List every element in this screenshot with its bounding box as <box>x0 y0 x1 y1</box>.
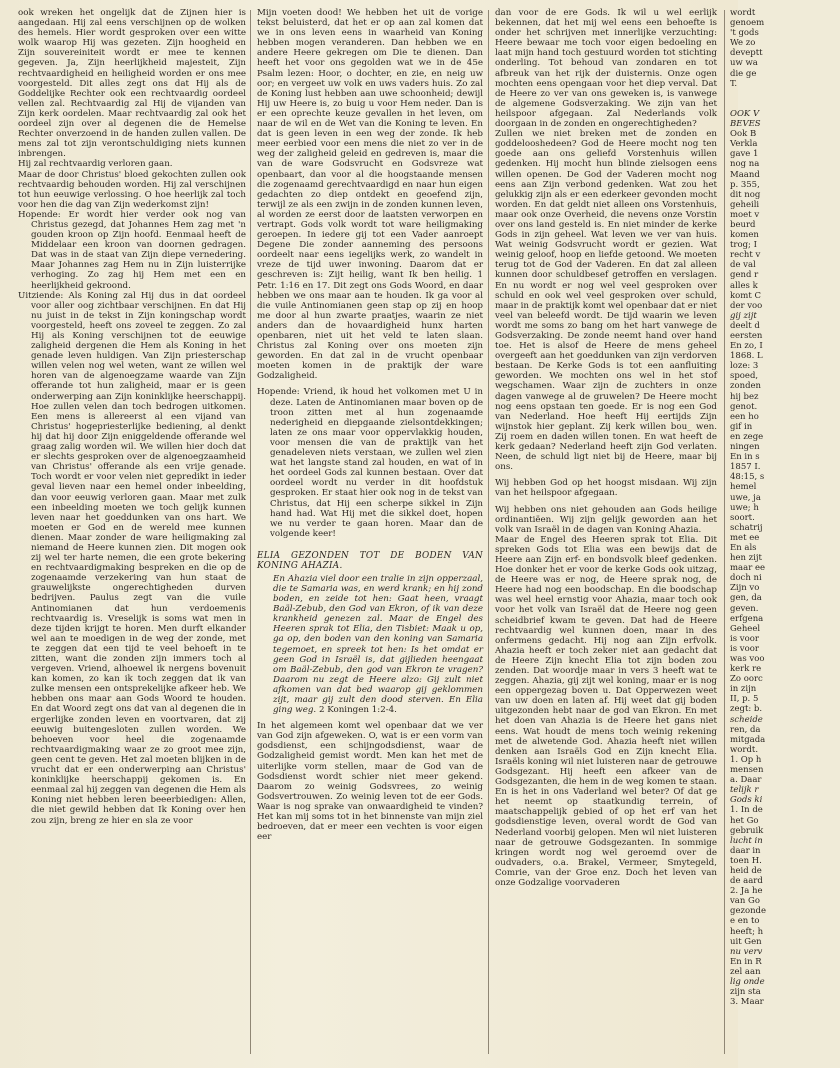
paragraph: ook wreken het ongelijk dat de Zijnen hier is aangedaan. Hij zal eens verschijnen op de wolken des hemels. Hier wordt gesproken over een witte wolk waarop Hij was gezeten. Zijn hoogheid en Zijn souvereiniteit wordt er mee te kennen gegeven. Ja, Zijn heerlijkheid majesteit, Zijn rechtvaardigheid en heiligheid worden er ons mee voorgesteld. Dit alles zegt ons dat Hij als de Goddelijke Rechter ook een rechtvaardig oordeel vellen zal. Rechtvaardig zal Hij de vijanden van Zijn kerk oordelen. Maar rechtvaardig zal ook het oordeel zijn over al degenen die de Hemelse Rechter onverzoend in de handen zullen vallen. De mens zal tot zijn verontschuldiging niets kunnen inbrengen. <box>18 8 246 160</box>
edge-line: gezonde <box>730 906 767 917</box>
edge-line: zegt: b. <box>730 704 763 715</box>
paragraph: Wij hebben God op het hoogst misdaan. Wij zijn van het heilspoor afgegaan. <box>495 478 717 499</box>
edge-line: eersten <box>730 331 763 341</box>
edge-line: 1857 I. <box>730 462 761 473</box>
edge-line: Ook B <box>730 129 757 140</box>
scripture-quote-text: En Ahazia viel door een tralie in zijn opperzaal, die te Samaria was, en werd krank; en hij zond boden, en zeide tot hen: Gaat heen, vraagt Baäl-Zebub, den God van Ekron, of ik van deze krankheid genezen zal. Maar de Engel des Heeren sprak tot Elia, den Tisbiet: Maak u op, ga op, den boden van den koning van Samaria tegemoet, en spreek tot hen: Is het omdat er geen God in Israël is, dat gijlieden heengaat om Baäl-Zebub, den god van Ekron te vragen? Daarom nu zegt de Heere alzo: Gij zult niet afkomen van dat bed waarop gij geklommen zijt, maar gij zult den dood sterven. En Elia ging weg. <box>273 573 483 716</box>
text-column-4-partial <box>730 8 840 1056</box>
article-heading: ELIA GEZONDEN TOT DE BODEN VAN KONING AHAZIA. <box>257 550 483 571</box>
dialogue-paragraph-hopende: Hopende: Vriend, ik houd het volkomen met U in deze. Laten de Antinomianen maar boven op de troon zitten met al hun zogenaamde nederigheid en diepgaande zielsontdekkingen; laten ze ons maar voor oppervlakkig houden, voor mensen die van de praktijk van het genadeleven niets verstaan, we zullen wel zien wat het langste stand zal houden, en wat of in het oordeel Gods zal kunnen bestaan. Over dat oordeel wordt nu verder in dit hoofdstuk gesproken. Er staat hier ook nog in de tekst van Christus, dat Hij een scherpe sikkel in Zijn hand had. Wat Hij met die sikkel doet, hopen we nu verder te gaan horen. Maar dan de volgende keer! <box>257 387 483 539</box>
edge-line: zonden <box>730 381 762 392</box>
edge-line: nog na <box>730 159 760 170</box>
paragraph: Maar de Engel des Heeren sprak tot Elia. Dit spreken Gods tot Elia was een bewijs dat de Heere aan Zijn erf- en bondsvolk bleef gedenken. Hoe donker het er voor de kerke Gods ook uitzag, de Heere was er nog, de Heere sprak nog, de Heere had nog een boodschap. En die boodschap was wel heel ernstig voor Ahazia, maar toch ook voor het volk van Israël dat de Heere nog geen scheidbrief kwam te geven. Dat had de Heere rechtvaardig wel kunnen doen, maar in des onfermens gedacht. Hij nog aan Zijn erfvolk. Ahazia heeft er toch zeker niet aan gedacht dat de Heere Zijn knecht Elia tot zijn boden zou zenden. Dat woordje maar in vers 3 heeft wat te zeggen. Ahazia, gij zijt wel koning, maar er is nog een oppergezag boven u. Dat Opperwezen weet van uw doen en laten af. Hij weet dat gij boden uitgezonden hebt naar de god van Ekron. En met het doen van Ahazia is de Heere het gans niet eens. Wat houdt de mens toch weinig rekening met de alwetende God. Ahazia heeft niet willen denken aan Israëls God en Zijn knecht Elia. Israëls koning wil niet luisteren naar de getrouwe Godsgezant. Hij heeft een afkeer van de Godsgezanten, die hem in de weg komen te staan. En is het in ons Vaderland wel beter? Of dat ge het neemt op staatkundig terrein, of maatschappelijk gebied of op het erf van het godsdienstige leven, overal wordt de God van Nederland voorbij gelopen. Men wil niet luisteren naar de getrouwe Godsgezanten. In sommige kringen wordt nog wel geroemd over de oudvaders, o.a. Brakel, Vermeer, Smytegeld, Comrie, van der Groe enz. Doch het leven van onze Godzalige voorvaderen <box>495 534 717 888</box>
edge-line: OOK V <box>730 108 760 119</box>
edge-line: heid de <box>730 865 762 876</box>
paragraph: dan voor de ere Gods. Ik wil u wel eerlijk bekennen, dat het mij wel eens een behoefte is onder het schrijven met innerlijke verzuchting: Heere bewaar me toch voor eigen bedoeling en laat mijn hand toch gestuurd worden tot stichting onderling. Tot behoud van zondaren en tot afbreuk van het rijk der duisternis. Onze ogen mochten eens opengaan voor het diep verval. Dat de Heere zo ver van ons geweken is, is vanwege de algemene Godsverzaking. We zijn van het heilspoor afgegaan. Zal Nederlands volk doorgaan in de zonden en ongerechtigheden? <box>495 8 717 130</box>
edge-line: En zo, I <box>730 341 763 352</box>
edge-line: genot. <box>730 401 758 412</box>
edge-line: p. 355, <box>730 179 760 190</box>
edge-line: komt C <box>730 290 761 301</box>
edge-line: schatrij <box>730 522 763 533</box>
edge-line: mitgada <box>730 734 766 745</box>
edge-line: 1. In de <box>730 805 763 816</box>
edge-line: gij zijt <box>730 310 757 321</box>
edge-line: de aard <box>730 876 763 887</box>
paragraph: Maar de door Christus' bloed gekochten zullen ook rechtvaardig behouden worden. Hij zal verschijnen tot hun eeuwige verlossing. O hoe heerlijk zal toch voor hen die dag van Zijn wederkomst zijn! <box>18 169 246 210</box>
edge-line: toen H. <box>730 855 762 866</box>
edge-line: Gods ki <box>730 795 763 806</box>
edge-line: gave 1 <box>730 149 759 160</box>
edge-line: was voo <box>730 654 765 664</box>
edge-line: geven. <box>730 603 759 614</box>
edge-line: zel aan <box>730 966 761 977</box>
edge-line: 48:15, s <box>730 472 765 483</box>
edge-line: doch ni <box>730 573 762 584</box>
dialogue-paragraph-uitziende: Uitziende: Als Koning zal Hij dus in dat oordeel voor aller oog zichtbaar verschijnen. En dat Hij nu juist in de tekst in Zijn koningschap wordt voorgesteld, heeft ons zoveel te zeggen. Zo zal Hij als Koning verschijnen tot de eeuwige zaligheid dergenen die Hem als Koning in het genade leven huldigen. Van Zijn priesterschap willen velen nog wel weten, want ze willen wel horen van de algenoegzame waarde van Zijn offerande tot hun zaligheid, maar er is geen onderwerping aan Zijn koninklijke heerschappij. Hoe zullen velen dan toch bedrogen uitkomen. Een mens is allereerst al een vijand van Christus' hogepriesterlijke bediening, al denkt hij dat hij door Zijn eniggeldende offerande wel graag zalig worden wil. We willen hier doch dat er slechts gesproken over de algenoegzaamheid van Christus' offerande als een vrije genade. Toch wordt er voor velen niet gepredikt in ieder geval lieven naar een hemel onder inbeelding, dan voor eeuwig verloren gaan. Maar met zulk een inbeelding moeten we toch gelijk kunnen leven naar het goeddunken van ons hart. We moeten er God en de wereld mee kunnen dienen. Maar zonder de ware heiligmaking zal niemand de Heere kunnen zien. Dit mogen ook zij wel ter harte nemen, die een grote bekering en rechtvaardigmaking bespreken en die op de zogenaamde verzekering van hun staat de grauwelijkste ongerechtigheden durven bedrijven. Paulus zegt van die vuile Antinomianen dat hun verdoemenis rechtvaardig is. Vreselijk is soms wat men in deze tijden krijgt te horen. Men durft elkander wel aan te moedigen in de weg der zonde, met te zeggen dat een tijd te veel behoeft in te zitten, want die zonden zijn immers toch al vergeven. Vriend, alhoewel ik nergens bovenuit kan komen, zo kan ik toch zeggen dat ik van zulke mensen een ontsprekelijke afkeer heb. We hebben ons maar aan Gods Woord te houden. En dat Woord zegt ons dat van al degenen die in ergerlijke zonden leven en voortvaren, dat zij eeuwig buitengesloten zullen worden. We behoeven voor heel die zogenaamde rechtvaardigmaking waar ze zo groot mee zijn, geen cent te geven. Het zal moeten blijken in de vrucht dat er een onderwerping aan Christus' koninklijke heerschappij gekomen is. En eenmaal zal hij zeggen van degenen die Hem als Koning niet hebben leren beeerbiedigen: Allen, die niet gewild hebben dat Ik Koning over hen zou zijn, breng ze hier en sla ze voor <box>18 290 246 826</box>
edge-line: uit Gen <box>730 936 762 947</box>
edge-line: deelt d <box>730 320 760 331</box>
edge-line: is voor <box>730 633 759 644</box>
edge-line: een ho <box>730 411 759 422</box>
edge-line: hij bez <box>730 391 759 402</box>
edge-line: ren, da <box>730 724 761 735</box>
edge-line: in zijn <box>730 684 757 695</box>
edge-line: soort. <box>730 512 755 523</box>
column-divider <box>724 10 725 1054</box>
text-column-3 <box>495 8 717 1056</box>
edge-line: van Go <box>730 896 760 907</box>
text-column-1 <box>18 8 246 1056</box>
edge-line: scheide <box>730 714 763 725</box>
edge-line: moet v <box>730 209 760 220</box>
edge-line: gebruik <box>730 825 764 836</box>
edge-line: a. Daar <box>730 775 762 786</box>
edge-line: We zo <box>730 38 756 49</box>
edge-line: maar ee <box>730 563 766 574</box>
edge-line: uw wa <box>730 58 758 69</box>
edge-line: loze: 3 <box>730 361 759 372</box>
edge-line: erfgena <box>730 613 764 624</box>
edge-line: T. <box>730 78 738 89</box>
edge-line: lig onde <box>730 977 765 987</box>
edge-line: gend r <box>730 270 759 281</box>
scripture-quote <box>257 574 483 715</box>
scripture-reference: 2 Koningen 1:2-4. <box>318 705 397 716</box>
edge-line: hemel <box>730 482 757 493</box>
edge-line: met ee <box>730 532 760 543</box>
paragraph: Mijn voeten dood! We hebben het uit de vorige tekst beluisterd, dat het er op aan zal komen dat we in ons leven eens in waarheid van Koning hebben mogen veranderen. Dan hebben we en andere Heere gekregen om Die te dienen. Dan heeft het voor ons gegolden wat we in de 45e Psalm lezen: Hoor, o dochter, en zie, en neig uw oor; en vergeet uw volk en uws vaders huis. Zo zal de Koning lust hebben aan uwe schoonheid; dewijl Hij uw Heere is, zo buig u voor Hem neder. Dan is er een oprechte keuze gevallen in het leven, om naar de wil en de Wet van die Koning te leven. En dat is geen leven in een weg der zonde. Ik heb meer eerbied voor een mens die niet zo ver in de weg der zaligheid geleid en gedreven is, maar die van de ware Godsvrucht en Godsvreze wat openbaart, dan voor al die hoogstaande mensen die zogenaamd gerechtvaardigd en naar hun eigen gedachten zo diep ontdekt en geoefend zijn, terwijl ze als een zwijn in de zonden kunnen leven, al worden ze eerst door de laatsten verworpen en vertrapt. Gods volk wordt tot ware heiligmaking geroepen. In iedere gij tot een Vader aanroept Degene Die zonder aanneming des persoons oordeelt naar eens iegelijks werk, zo wandelt in vreze de tijd uwer inwoning. Daarom dat er geschreven is: Zijt heilig, want Ik ben heilig. 1 Petr. 1:16 en 17. Dit zegt ons Gods Woord, en daar hebben we ons maar aan te houden. Ik ga voor al die vuile Antinomianen geen stap op zij en hoop me door al hun zwarte praatjes, waarin ze niet anders dan de hovaardigheid hunx harten openbaren, niet uit het veld te laten slaan. Christus zal Koning over ons moeten zijn geworden. En dat zal in de vrucht openbaar moeten komen in de praktijk der ware Godzaligheid. <box>257 8 483 382</box>
edge-line: wordt. <box>730 744 759 755</box>
edge-line: lucht in <box>730 835 763 846</box>
edge-line: 1. Op h <box>730 754 762 765</box>
edge-line: II, p. 5 <box>730 694 759 705</box>
paragraph: Hij zal rechtvaardig verloren gaan. <box>18 159 173 170</box>
edge-line: genoem <box>730 18 765 29</box>
column-divider <box>250 10 251 1054</box>
edge-line: alles k <box>730 280 758 291</box>
edge-line: en zege <box>730 431 764 442</box>
edge-line: telijk r <box>730 785 759 796</box>
edge-line: daar in <box>730 845 761 856</box>
edge-line: kerk re <box>730 664 762 675</box>
text-column-2 <box>257 8 483 1056</box>
edge-line: trog; I <box>730 240 757 251</box>
paragraph: In het algemeen komt wel openbaar dat we ver van God zijn afgeweken. O, wat is er een vorm van godsdienst, een schijngodsdienst, waar de Godzaligheid gemist wordt. Men kan het met de uiterlijke vorm stellen, maar de God van de Godsdienst wordt schier niet meer gekend. Daarom zo weinig Godsvrees, zo weinig Godsvertrouwen. Zo weinig leven tot de eer Gods. Waar is nog sprake van onwaardigheid te vinden? Het kan mij soms tot in het binnenste van mijn ziel bedroeven, dat er meer een vechten is voor eigen eer <box>257 721 483 843</box>
edge-line: hen zijt <box>730 553 762 564</box>
edge-line: dit nog <box>730 189 761 200</box>
edge-line <box>730 89 840 99</box>
edge-line: beurd <box>730 219 756 230</box>
edge-line: heeft; h <box>730 926 764 937</box>
edge-line: 3. Maar <box>730 997 764 1008</box>
edge-line: 1868. L <box>730 351 763 362</box>
edge-line: BEVES <box>730 119 761 130</box>
edge-line: Maand <box>730 169 760 180</box>
edge-line: Verkla <box>730 139 758 150</box>
edge-line: Geheel <box>730 623 761 634</box>
edge-line: ningen <box>730 442 760 453</box>
edge-line: Zo oorc <box>730 674 763 685</box>
edge-line: spoed, <box>730 371 759 382</box>
edge-line: is voor <box>730 643 759 654</box>
edge-line: der voo <box>730 300 763 311</box>
edge-line: uwe; h <box>730 502 759 513</box>
dialogue-paragraph-hopende: Hopende: Er wordt hier verder ook nog van Christus gezegd, dat Johannes Hem zag met 'n gouden kroon op Zijn hoofd. Eenmaal heeft de Middelaar een kroon van doornen gedragen. Dat was in de staat van Zijn diepe vernedering. Maar Johannes zag Hem nu in Zijn luisterrijke verhoging. Zo zag hij Hem met een en heerlijkheid gekroond. <box>18 209 246 291</box>
edge-line: En in R <box>730 956 762 967</box>
edge-line: wordt <box>730 8 756 18</box>
edge-line: En als <box>730 542 757 553</box>
paragraph: Wij hebben ons niet gehouden aan Gods heilige ordinantiëen. Wij zijn gelijk geworden aan het volk van Israël in de dagen van Koning Ahazia. <box>495 504 717 535</box>
edge-line: En in s <box>730 452 760 463</box>
edge-line: de val <box>730 260 756 271</box>
edge-line: nu verv <box>730 946 763 957</box>
column-divider <box>488 10 489 1054</box>
edge-line: geheili <box>730 199 760 210</box>
edge-line: e en to <box>730 916 760 927</box>
edge-line: uwe, ja <box>730 492 761 503</box>
edge-line: het Go <box>730 815 759 826</box>
edge-line: zijn sta <box>730 987 761 998</box>
edge-line: die ge <box>730 68 757 79</box>
paragraph: Zullen we niet breken met de zonden en goddelooshedeen? God de Heere mocht nog ten goede aan ons geliefd Vorstenhuis willen gedenken. Hij mocht hun blinde zielsogen eens willen openen. De God der Vaderen mocht nog eens aan Zijn verbond gedenken. Wat zou het gelukkig zijn als er een ederkeer gevonden mocht worden. En dat geldt niet alleen ons Vorstenhuis, maar ook onze Overheid, die nevens onze Vorstin over ons land gesteld is. En niet minder de kerke Gods in zijn geheel. Wat leven we ver van huis. Wat weinig Godsvrucht wordt er gezien. Wat weinig geloof, hoop en liefde getoond. We moeten terug tot de God der Vaderen. En dat zal alleen kunnen door schuldbesef getroffen en verslagen. En nu wordt er nog wel veel gesproken over schuld en ook wel veel gesproken over schuld, maar in de praktijk komt wel openbaar dat er niet veel van beleefd wordt. De tijd waarin we leven wordt me soms zo bang om het hart vanwege de Godsverzaking. De zonde neemt hand over hand toe. Het is alsof de Heere de mens geheel overgeeft aan het goeddunken van zijn verdorven bestaan. De Kerke Gods is tot een aanfluiting geworden. We mochten ons wel in het stof wegschamen. Waar zijn de zuchters in onze dagen vanwege al de gruwelen? De Heere mocht nog eens opstaan ten goede. Er is nog een God van Nederland. Hoe heeft Hij eertijds Zijn wijnstok hier geplant. Zij kerk willen bou_ wen. Zij roem en daden willen tonen. En wat heeft de kerk gedaan? Nederland heeft zijn God verlaten. Neen, de schuld ligt niet bij de Heere, maar bij ons. <box>495 129 717 473</box>
edge-line: komen <box>730 230 759 241</box>
edge-line: Zijn vo <box>730 583 760 594</box>
edge-line: mensen <box>730 765 764 776</box>
edge-line: gif in <box>730 421 753 432</box>
edge-line: gen, da <box>730 593 762 604</box>
edge-line: 't gods <box>730 28 759 39</box>
edge-line: deveptt <box>730 48 763 59</box>
edge-line: recht v <box>730 250 761 261</box>
edge-line: 2. Ja he <box>730 886 763 897</box>
edge-line <box>730 99 840 109</box>
